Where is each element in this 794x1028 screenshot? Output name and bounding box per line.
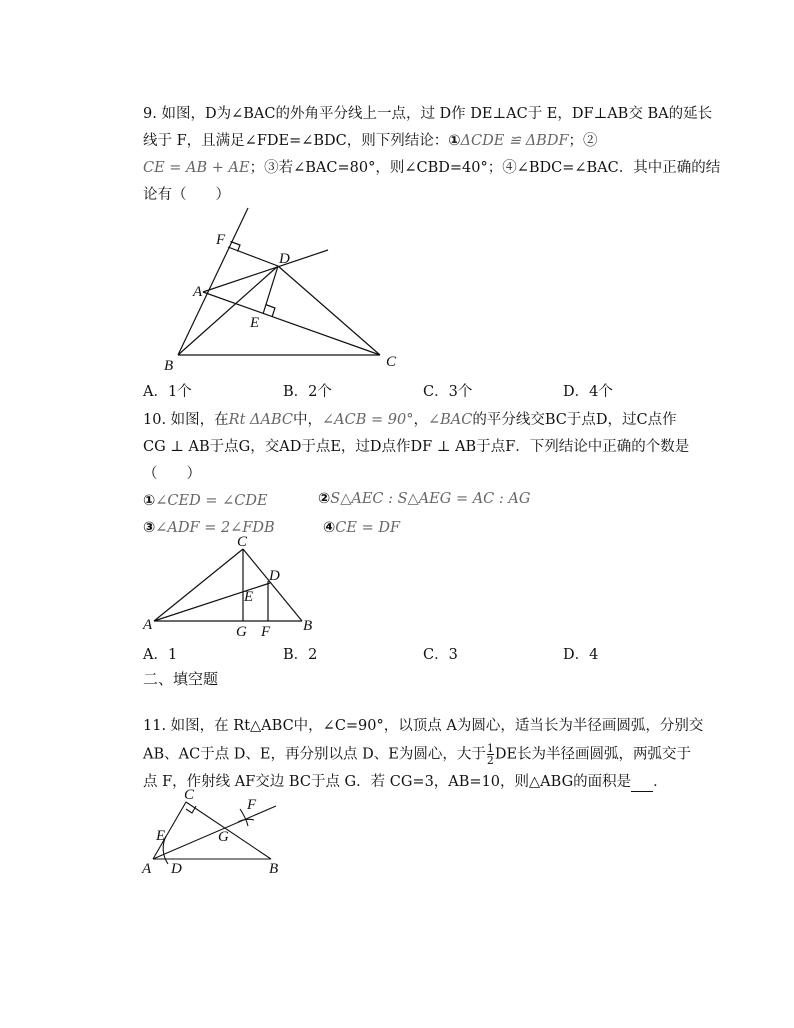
q11-label-a: A [142, 861, 152, 877]
q11-label-g: G [218, 829, 229, 845]
q11-line-2-b: DE长为半径画圆弧，两弧交于 [494, 746, 692, 763]
q10-conclusion-3-text: ∠ADF = 2∠FDB [155, 520, 275, 536]
q10-conclusion-4 [323, 518, 400, 538]
q11-label-c: C [184, 787, 195, 803]
q9-label-a: A [193, 284, 203, 300]
q10-option-d: D．4 [563, 647, 599, 663]
q10-line-1-a: 10. 如图，在 [143, 412, 229, 428]
q10-option-a: A．1 [143, 647, 178, 663]
q9-label-e: E [250, 315, 260, 331]
q10-option-c: C．3 [423, 647, 458, 663]
section-heading: 二、填空题 [143, 670, 219, 688]
q9-line-2 [143, 131, 598, 151]
q11-line-3-b: ． [653, 774, 668, 790]
q11-line-2 [143, 743, 691, 766]
q10-conclusion-4-mark: ④ [323, 520, 336, 536]
q10-option-b: B．2 [283, 647, 318, 663]
q10-figure [140, 533, 330, 641]
q9-conclusion-1-mark: ① [448, 133, 461, 149]
q11-label-e: E [156, 828, 166, 844]
q11-line-3-a: 点 F，作射线 AF交边 BC于点 G．若 CG=3，AB=10，则△ABG的面积是 [143, 774, 632, 790]
q11-answer-blank[interactable] [631, 777, 653, 792]
q11-fraction-numerator: 1 [486, 742, 494, 755]
q11-figure [138, 787, 288, 880]
q10-label-g: G [236, 624, 247, 640]
q10-label-f: F [261, 624, 271, 640]
q10-conclusion-2-mark: ② [318, 491, 331, 507]
q10-line-1-d: ∠ACB = 90° [322, 412, 414, 428]
q10-label-d: D [269, 568, 280, 584]
q9-label-f: F [216, 232, 226, 248]
q9-option-b: B．2个 [283, 384, 332, 400]
q10-conclusion-1-text: ∠CED = ∠CDE [155, 493, 268, 509]
q9-line-3-text: ；③若∠BAC=80°，则∠CBD=40°；④∠BDC=∠BAC．其中正确的结 [249, 160, 721, 176]
q11-label-f: F [247, 797, 257, 813]
q9-line-3 [143, 158, 720, 178]
q11-label-b: B [269, 861, 279, 877]
q10-conclusion-2 [318, 489, 530, 509]
q9-label-c: C [386, 354, 397, 370]
q9-conclusion-2: CE = AB + AE [143, 160, 250, 176]
q10-label-b: B [303, 618, 313, 634]
q9-label-d: D [279, 251, 290, 267]
q11-fraction-denominator: 2 [486, 754, 494, 767]
q9-figure [150, 200, 410, 375]
q9-conclusion-2-mark: ；② [568, 133, 598, 149]
q10-line-1-e: ， [413, 412, 428, 428]
q10-label-a: A [143, 617, 153, 633]
q9-line-1: 9. 如图，D为∠BAC的外角平分线上一点，过 D作 DE⊥AC于 E，DF⊥AB交 BA的延长 [143, 106, 713, 122]
q10-conclusion-4-text: CE = DF [335, 520, 401, 536]
q11-line-1: 11. 如图，在 Rt△ABC中，∠C=90°，以顶点 A为圆心，适当长为半径画圆弧，分别交 [143, 718, 704, 734]
q10-line-3: （ ） [143, 466, 201, 482]
q10-conclusion-1-mark: ① [143, 493, 156, 509]
q11-label-d: D [171, 861, 182, 877]
q11-fraction [487, 743, 494, 766]
q9-option-c: C．3个 [423, 384, 473, 400]
q10-conclusion-3-mark: ③ [143, 520, 156, 536]
q10-line-1-f: ∠BAC [427, 412, 473, 428]
q9-label-b: B [164, 358, 174, 374]
q10-line-1-c: 中， [293, 412, 322, 428]
q10-line-1 [143, 410, 677, 430]
q9-option-a: A．1个 [143, 384, 192, 400]
q9-line-4: 论有（ ） [143, 187, 230, 203]
q10-label-e: E [244, 589, 254, 605]
q11-line-3 [143, 772, 668, 792]
q10-line-1-g: 的平分线交BC于点D，过C点作 [472, 412, 677, 428]
q11-line-2-a: AB、AC于点 D、E，再分别以点 D、E为圆心，大于 [143, 746, 486, 763]
q9-conclusion-1: ΔCDE ≌ ΔBDF [460, 133, 569, 149]
q10-line-2: CG ⊥ AB于点G，交AD于点E，过D点作DF ⊥ AB于点F．下列结论中正确的个数是 [143, 439, 690, 455]
q10-label-c: C [237, 534, 248, 550]
q9-option-d: D．4个 [563, 384, 613, 400]
q10-conclusion-2-text: S△AEC : S△AEG = AC : AG [330, 491, 531, 507]
q9-line-2-text: 线于 F，且满足∠FDE=∠BDC，则下列结论： [143, 133, 449, 149]
q10-line-1-b: Rt ΔABC [228, 412, 293, 428]
q10-conclusion-1 [143, 491, 268, 511]
